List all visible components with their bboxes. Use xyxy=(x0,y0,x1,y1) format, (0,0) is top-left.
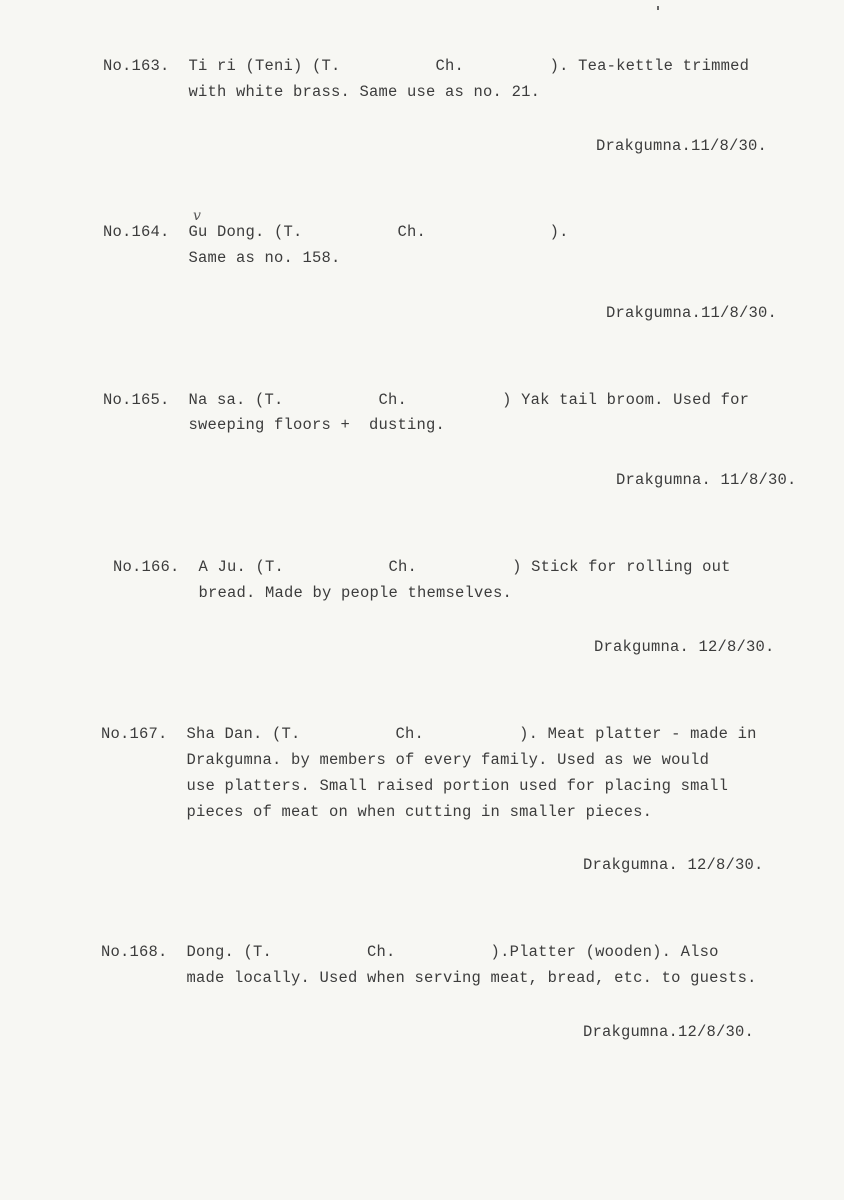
entry-165-place-date: Drakgumna. 11/8/30. xyxy=(616,471,797,489)
entry-166-line-2: bread. Made by people themselves. xyxy=(113,584,513,602)
entry-163-line-1: No.163. Ti ri (Teni) (T. Ch. ). Tea-kettle trimmed xyxy=(103,57,750,75)
entry-168-line-1: No.168. Dong. (T. Ch. ).Platter (wooden). Also xyxy=(101,943,719,961)
entry-164-place-date: Drakgumna.11/8/30. xyxy=(606,304,778,322)
entry-165-line-1: No.165. Na sa. (T. Ch. ) Yak tail broom. Used for xyxy=(103,391,750,409)
paper-speck xyxy=(657,6,659,10)
entry-167-line-4: pieces of meat on when cutting in smaller pieces. xyxy=(101,803,653,821)
entry-168-place-date: Drakgumna.12/8/30. xyxy=(583,1023,755,1041)
entry-167-place-date: Drakgumna. 12/8/30. xyxy=(583,856,764,874)
entry-167-line-2: Drakgumna. by members of every family. Used as we would xyxy=(101,751,710,769)
entry-164-line-2: Same as no. 158. xyxy=(103,249,341,267)
handwritten-check-mark: v xyxy=(193,208,201,224)
entry-165-line-2: sweeping floors + dusting. xyxy=(103,416,446,434)
entry-164-line-1: No.164. Gu Dong. (T. Ch. ). xyxy=(103,223,569,241)
entry-166-line-1: No.166. A Ju. (T. Ch. ) Stick for rolling out xyxy=(113,558,731,576)
entry-166-place-date: Drakgumna. 12/8/30. xyxy=(594,638,775,656)
entry-163-line-2: with white brass. Same use as no. 21. xyxy=(103,83,541,101)
entry-163-place-date: Drakgumna.11/8/30. xyxy=(596,137,768,155)
entry-168-line-2: made locally. Used when serving meat, bread, etc. to guests. xyxy=(101,969,757,987)
entry-167-line-1: No.167. Sha Dan. (T. Ch. ). Meat platter - made in xyxy=(101,725,757,743)
entry-167-line-3: use platters. Small raised portion used for placing small xyxy=(101,777,729,795)
